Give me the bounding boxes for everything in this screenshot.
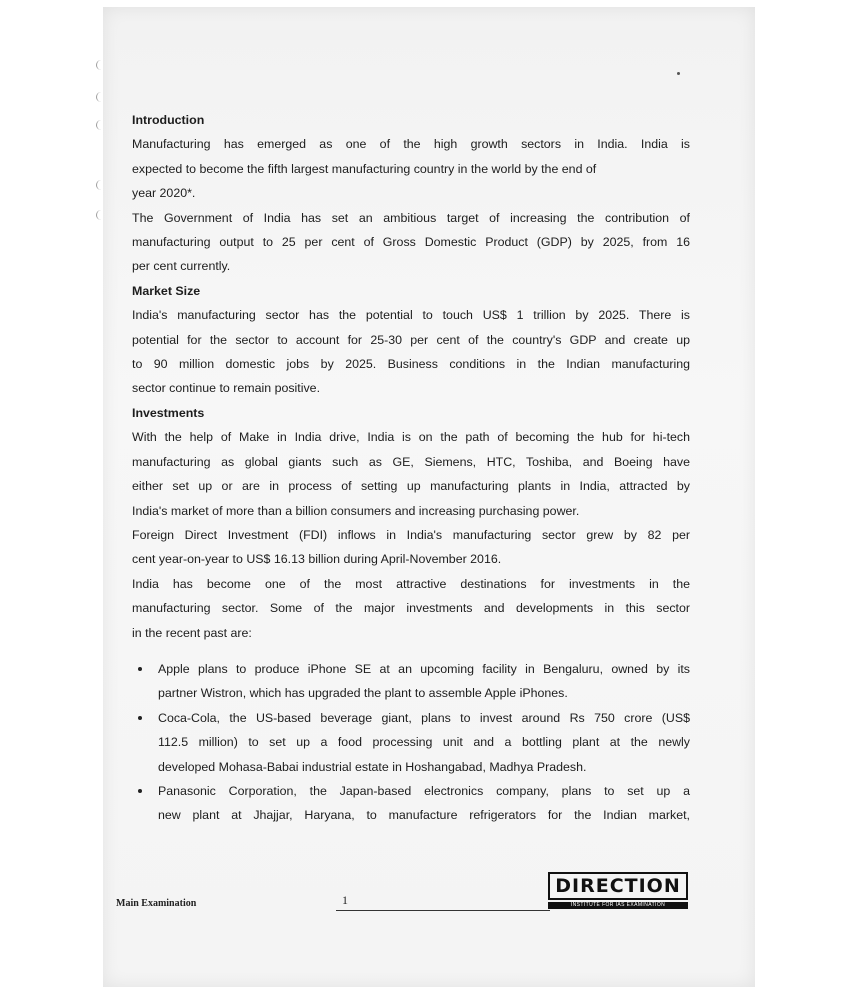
footer-label: Main Examination <box>116 898 197 909</box>
document-body <box>132 108 690 828</box>
logo-tagline: INSTITUTE FOR IAS EXAMINATION <box>548 902 688 909</box>
text-line: potential for the sector to account for 25-30 per cent of the country's GDP and create up <box>132 332 690 347</box>
market-size-heading: Market Size <box>132 283 201 298</box>
text-line: partner Wistron, which has upgraded the plant to assemble Apple iPhones. <box>158 686 568 701</box>
direction-logo <box>548 872 688 909</box>
binding-mark <box>96 180 103 190</box>
text-line: 112.5 million) to set up a food processing unit and a bottling plant at the newly <box>158 735 690 750</box>
text-line: in the recent past are: <box>132 625 252 640</box>
logo-text: DIRECTION <box>548 872 688 900</box>
text-line: Manufacturing has emerged as one of the high growth sectors in India. India is <box>132 137 690 152</box>
investments-text <box>132 425 690 645</box>
text-line: Coca-Cola, the US-based beverage giant, plans to invest around Rs 750 crore (US$ <box>158 710 690 725</box>
market-size-section <box>132 279 690 401</box>
binding-mark <box>96 120 103 130</box>
text-line: new plant at Jhajjar, Haryana, to manufacture refrigerators for the Indian market, <box>158 808 690 823</box>
footer-rule <box>336 910 550 911</box>
introduction-section <box>132 108 690 279</box>
bullet-icon <box>138 667 142 671</box>
introduction-heading: Introduction <box>132 113 205 127</box>
text-line: The Government of India has set an ambitious target of increasing the contribution of <box>132 210 690 225</box>
market-size-text <box>132 303 690 401</box>
list-item <box>132 706 690 779</box>
text-line: India's market of more than a billion consumers and increasing purchasing power. <box>132 503 580 518</box>
bullet-icon <box>138 789 142 793</box>
binding-mark <box>96 60 103 70</box>
binding-mark <box>96 210 103 220</box>
text-line: manufacturing sector. Some of the major investments and developments in this sector <box>132 601 690 616</box>
text-line: to 90 million domestic jobs by 2025. Business conditions in the Indian manufacturing <box>132 357 690 372</box>
bullet-icon <box>138 716 142 720</box>
text-line: sector continue to remain positive. <box>132 381 321 396</box>
investments-section <box>132 401 690 828</box>
list-item <box>132 657 690 706</box>
text-line: expected to become the fifth largest manufacturing country in the world by the end of <box>132 161 597 176</box>
text-line: Foreign Direct Investment (FDI) inflows in India's manufacturing sector grew by 82 per <box>132 527 690 542</box>
text-line: With the help of Make in India drive, India is on the path of becoming the hub for hi-tech <box>132 430 690 445</box>
text-line: either set up or are in process of setting up manufacturing plants in India, attracted by <box>132 479 690 494</box>
text-line: year 2020*. <box>132 186 196 201</box>
text-line: cent year-on-year to US$ 16.13 billion during April-November 2016. <box>132 552 502 567</box>
text-line: Panasonic Corporation, the Japan-based electronics company, plans to set up a <box>158 783 690 798</box>
page-number: 1 <box>342 893 348 907</box>
introduction-text <box>132 132 690 278</box>
text-line: manufacturing output to 25 per cent of Gross Domestic Product (GDP) by 2025, from 16 <box>132 235 690 250</box>
text-line: developed Mohasa-Babai industrial estate in Hoshangabad, Madhya Pradesh. <box>158 759 587 774</box>
binding-mark <box>96 92 103 102</box>
text-line: India's manufacturing sector has the potential to touch US$ 1 trillion by 2025. There is <box>132 308 690 323</box>
text-line: per cent currently. <box>132 259 231 274</box>
text-line: Apple plans to produce iPhone SE at an upcoming facility in Bengaluru, owned by its <box>158 661 690 676</box>
speck <box>677 72 680 75</box>
text-line: manufacturing as global giants such as GE, Siemens, HTC, Toshiba, and Boeing have <box>132 454 690 469</box>
investments-heading: Investments <box>132 405 205 420</box>
text-line: India has become one of the most attractive destinations for investments in the <box>132 576 690 591</box>
investments-list <box>132 657 690 828</box>
list-item <box>132 779 690 828</box>
